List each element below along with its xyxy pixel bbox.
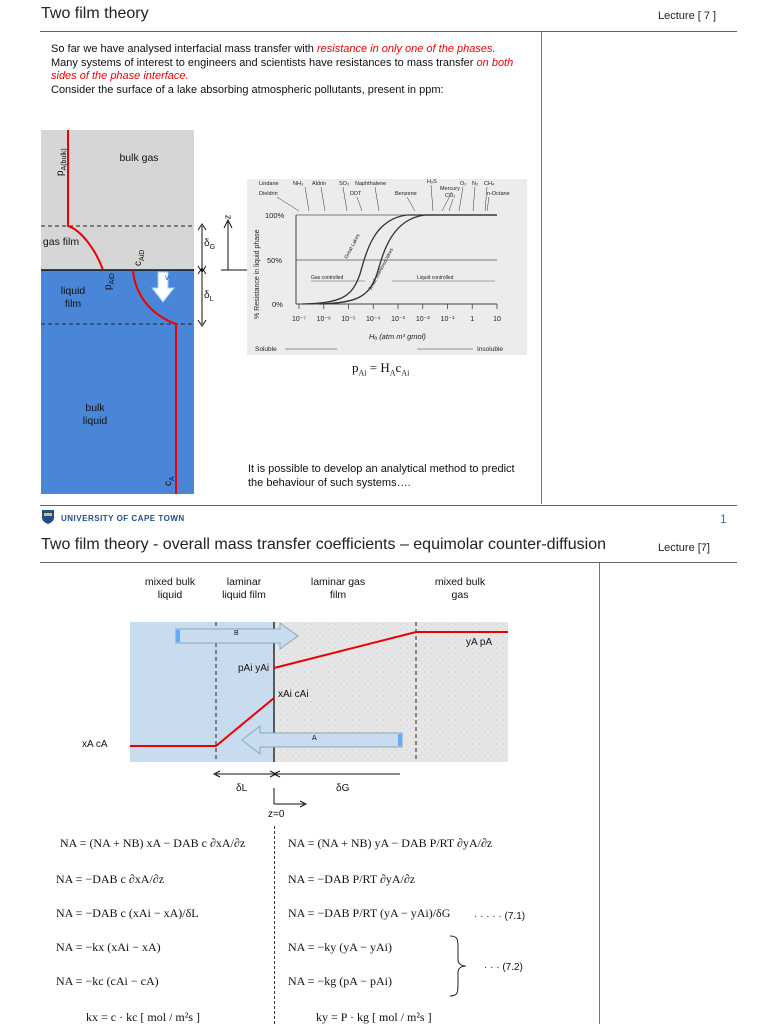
pollutant-h2s: H₂S — [427, 179, 437, 185]
intro-highlight-1: resistance in only one of the phases. — [316, 43, 496, 55]
eq-ref-7-1: · · · · · (7.1) — [474, 911, 526, 922]
xtick-label: 10⁻² — [415, 316, 430, 323]
intro-text-1: So far we have analysed interfacial mass transfer with — [51, 43, 317, 55]
slide2-title: Two film theory - overall mass transfer coefficients – equimolar counter-diffusion — [41, 536, 606, 553]
delta-l-film-label: δL — [236, 783, 248, 794]
pai-yai-label: pAi yAi — [238, 663, 270, 674]
liquid-profile-curve — [133, 270, 176, 494]
xtick-label: 10⁻¹ — [440, 316, 455, 323]
pollutant-so2: SO₂ — [339, 181, 350, 187]
eq-ref-7-2: · · · (7.2) — [484, 962, 523, 973]
eq-brace — [448, 934, 468, 998]
ytick-100: 100% — [265, 211, 285, 220]
pollutant-ddt: DDT — [350, 191, 362, 197]
slide1-lecture-label: Lecture [ 7 ] — [658, 10, 717, 22]
great-lakes-curve — [302, 215, 497, 304]
gas-profile-curve — [68, 130, 103, 270]
slide1-conclusion: It is possible to develop an analytical method to predict the behaviour of such systems…. — [248, 463, 515, 489]
delta-g-film-label: δG — [336, 783, 350, 794]
right-eq-3: NA = −DAB P/RT (yA − yAi)/δG — [288, 906, 451, 920]
header-laminar-gas-film: laminar gas film — [310, 576, 366, 601]
gas-film-label: gas film — [42, 236, 80, 248]
c-interface-label: $c_{AiD}$ — [133, 249, 146, 266]
slide1-title-rule — [40, 31, 737, 32]
delta-l-label: $\delta_L$ — [204, 290, 214, 303]
gas-controlled-label: Gas controlled — [311, 275, 344, 281]
pollutant-o2: O₂ — [460, 181, 467, 187]
velocity-label: v — [165, 273, 169, 282]
arrow-a-label: A — [312, 735, 317, 742]
slide2-title-rule — [40, 562, 737, 563]
equation-column-divider — [274, 826, 275, 1024]
xtick-label: 10⁻⁵ — [341, 316, 356, 323]
pollutant-benzene: Benzene — [395, 191, 417, 197]
liquid-controlled-label: Liquid controlled — [417, 275, 454, 281]
pollutant-co2: CO₂ — [445, 193, 456, 199]
pollutant-mercury: Mercury — [440, 186, 460, 192]
p-interface-label: $p_{AiD}$ — [103, 273, 116, 290]
liquid-film-label: liquid film — [60, 285, 86, 310]
slide1-title: Two film theory — [41, 5, 149, 22]
two-film-diagram — [130, 622, 508, 762]
slide2-lecture-label: Lecture [7] — [658, 542, 710, 554]
left-eq-1: NA = (NA + NB) xA − DAB c ∂xA/∂z — [60, 836, 246, 850]
z-label: z — [222, 214, 233, 220]
right-eq-4: NA = −ky (yA − yAi) — [288, 940, 392, 954]
right-eq-1: NA = (NA + NB) yA − DAB P/RT ∂yA/∂z — [288, 836, 493, 850]
left-eq-5: NA = −kc (cAi − cA) — [56, 974, 159, 988]
pollutant-lindane: Lindane — [259, 181, 279, 187]
ya-pa-label: yA pA — [466, 637, 493, 648]
header-mixed-bulk-gas: mixed bulk gas — [434, 576, 486, 601]
ytick-50: 50% — [267, 256, 283, 265]
insoluble-label: Insoluble — [477, 346, 504, 353]
pollutant-n-octane: n-Octane — [487, 191, 510, 197]
henry-law-equation: $p_{Ai} = H_Ac_{Ai}$ — [352, 360, 410, 378]
xai-cai-label: xAi cAi — [278, 689, 309, 700]
header-mixed-bulk-liquid: mixed bulk liquid — [144, 576, 196, 601]
slide-separator — [40, 505, 737, 506]
two-film-profile-svg — [130, 622, 508, 762]
slide1-intro — [51, 43, 521, 97]
pollutant-nh3: NH₃ — [293, 181, 304, 187]
small-lakes-label: Small sheltered lakes — [367, 247, 396, 292]
soluble-label: Soluble — [255, 346, 277, 353]
xtick-label: 10⁻⁴ — [366, 316, 381, 323]
xa-ca-label: xA cA — [82, 739, 108, 750]
pollutant-dieldrin: Dieldrin — [259, 191, 278, 197]
xtick-label: 10⁻³ — [391, 316, 405, 323]
right-eq-6: ky = P · kg [ mol / m²s ] — [316, 1010, 432, 1024]
lake-diagram — [41, 130, 233, 494]
film-thickness-svg — [200, 764, 400, 814]
bulk-gas-label: bulk gas — [119, 152, 159, 164]
pollutant-ch4: CH₄ — [484, 181, 495, 187]
slide1-notes-divider — [541, 32, 542, 504]
intro-highlight-2: on both sides of the phase interface. — [51, 56, 514, 82]
uct-crest-icon — [41, 509, 55, 525]
left-eq-3: NA = −DAB c (xAi − xA)/δL — [56, 906, 199, 920]
z-origin-label: z=0 — [268, 809, 285, 820]
graph-xlabel: Hₐ (atm m³ gmol) — [369, 332, 426, 341]
delta-g-label: $\delta_G$ — [204, 238, 216, 251]
c-bulk-label: $c_A$ — [163, 476, 176, 486]
p-bulk-label: $p_{A(bulk)}$ — [55, 148, 68, 176]
left-eq-6: kx = c · kc [ mol / m²s ] — [86, 1010, 201, 1024]
concentration-profile-svg — [41, 130, 281, 494]
pollutant-n2: N₂ — [472, 181, 479, 187]
absorption-arrow — [152, 272, 174, 302]
right-eq-2: NA = −DAB P/RT ∂yA/∂z — [288, 872, 416, 886]
resistance-graph — [247, 179, 527, 355]
resistance-graph-svg — [247, 179, 527, 355]
page-number: 1 — [720, 512, 727, 526]
intro-text-3: Consider the surface of a lake absorbing atmospheric pollutants, present in ppm: — [51, 83, 444, 96]
xtick-label: 10⁻⁷ — [291, 316, 307, 323]
bulk-liquid-label: bulk liquid — [82, 402, 108, 427]
left-eq-2: NA = −DAB c ∂xA/∂z — [56, 872, 165, 886]
great-lakes-label: Great Lakes — [343, 233, 362, 260]
arrow-b-label: B — [234, 630, 239, 637]
small-lakes-curve — [319, 215, 497, 304]
left-eq-4: NA = −kx (xAi − xA) — [56, 940, 161, 954]
xtick-label: 1 — [470, 316, 475, 323]
pollutant-aldrin: Aldrin — [312, 181, 327, 187]
ytick-0: 0% — [272, 300, 283, 309]
xtick-label: 10 — [493, 316, 501, 323]
slide2-notes-divider — [599, 563, 600, 1024]
header-laminar-liquid-film: laminar liquid film — [222, 576, 266, 601]
right-eq-5: NA = −kg (pA − pAi) — [288, 974, 392, 988]
xtick-label: 10⁻⁶ — [316, 316, 331, 323]
intro-text-2: Many systems of interest to engineers and scientists have resistances to mass transfer — [51, 56, 477, 69]
graph-ylabel: % Resistance in liquid phase — [254, 229, 261, 319]
uct-wordmark: UNIVERSITY OF CAPE TOWN — [61, 514, 185, 523]
pollutant-naphthalene: Naphthalene — [355, 181, 387, 187]
